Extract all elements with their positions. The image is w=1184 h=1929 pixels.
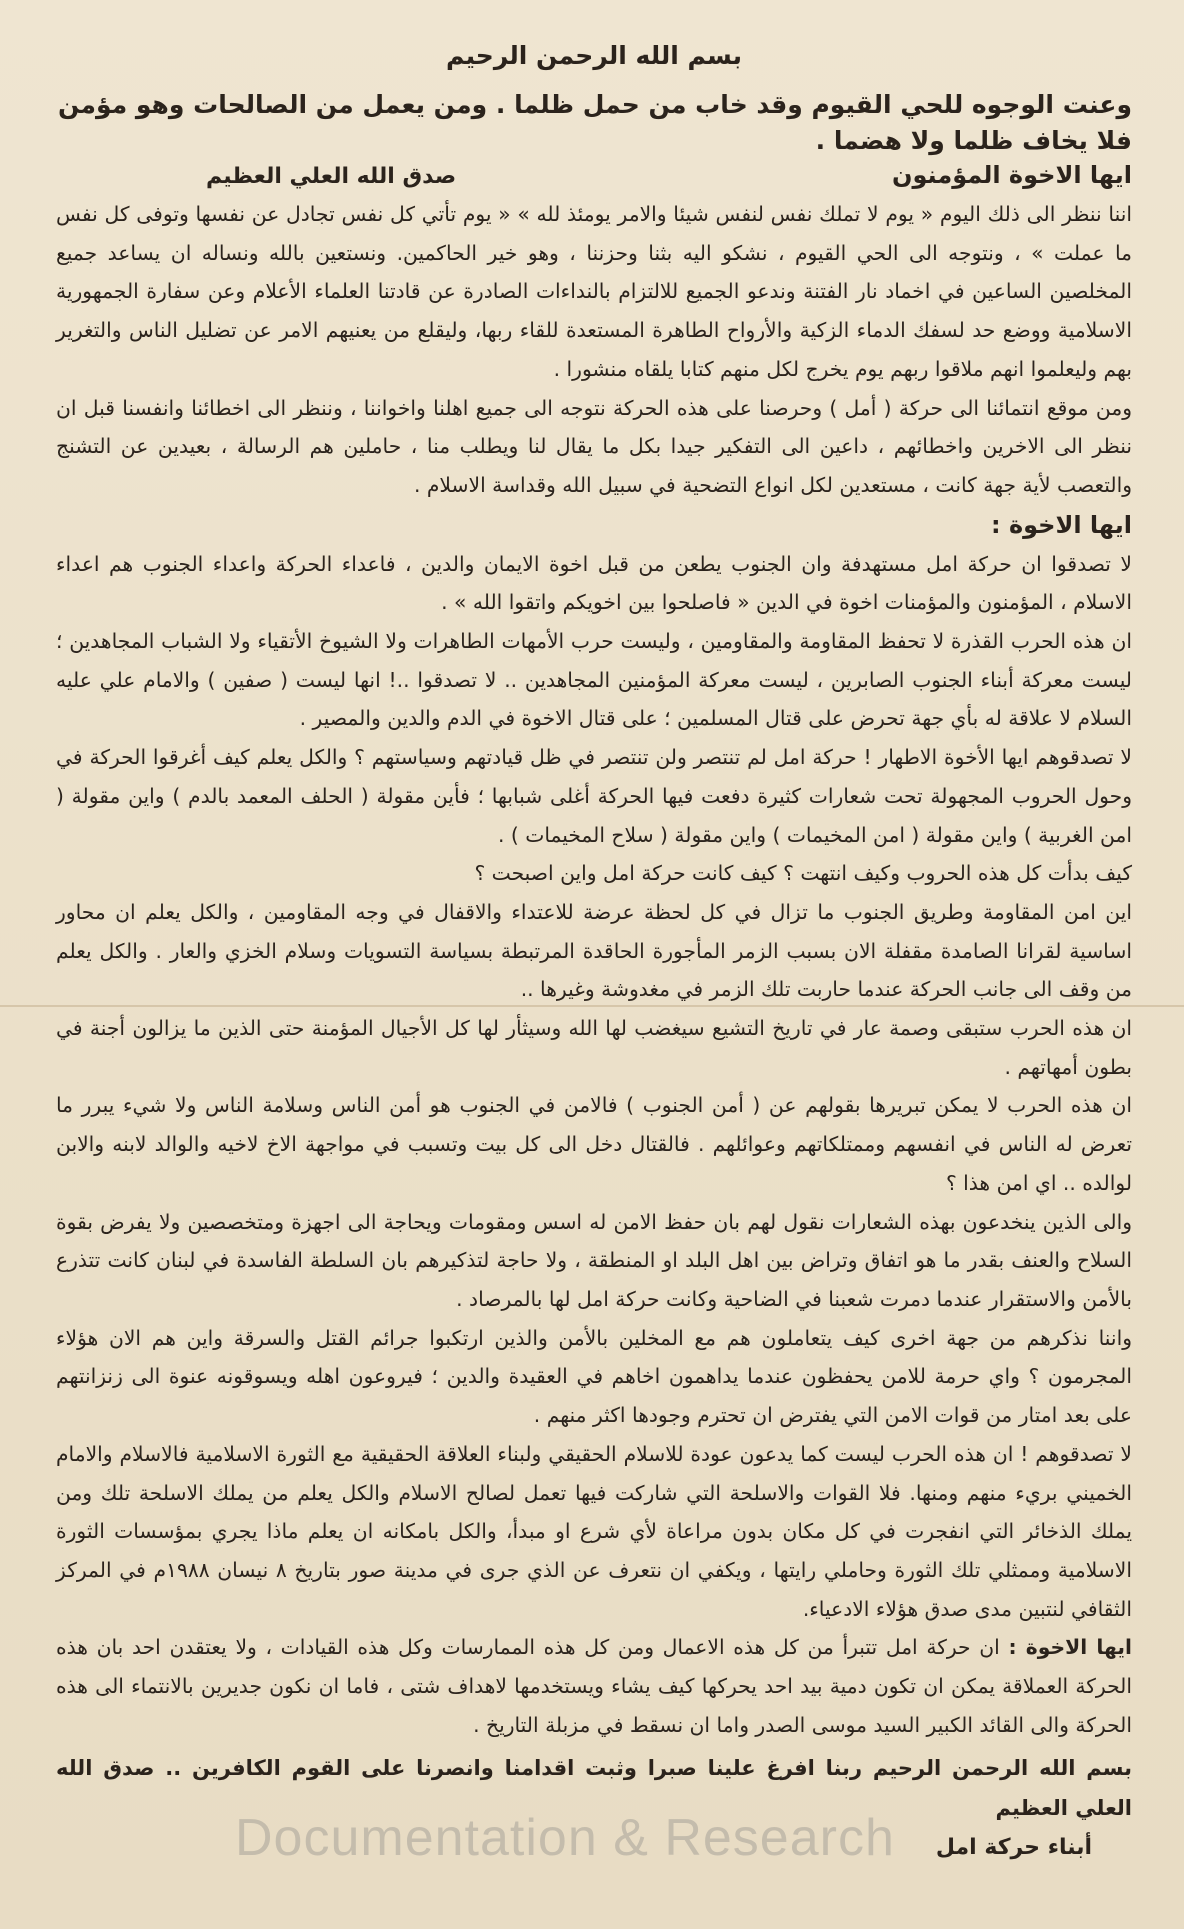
paragraph: واننا نذكرهم من جهة اخرى كيف يتعاملون هم مع المخلين بالأمن والذين ارتكبوا جرائم القتل والسرقة واين هم الان هؤلاء المجرمون ؟ واي حرمة للامن يحفظون عندما يداهمون اخاهم في العقيدة والدين ؛ فيروعون اهله ويسوقونه عنوة الى زنزانتهم على بعد امتار من قوات الامن التي يفترض ان تحترم وجودها اكثر منهم . — [56, 1325, 1132, 1428]
paragraph: ان هذه الحرب لا يمكن تبريرها بقولهم عن ( أمن الجنوب ) فالامن في الجنوب هو أمن الناس وسلامة الناس ولا شيء يبرر ما تعرض له الناس في انفسهم وممتلكاتهم وعوائلهم . فالقتال دخل الى كل بيت وتسبب في مواجهة الاخ لاخيه والوالد لابنه والابن لوالده .. اي امن هذا ؟ — [56, 1093, 1132, 1195]
greeting-row — [56, 161, 1132, 189]
paragraph: ومن موقع انتمائنا الى حركة ( أمل ) وحرصنا على هذه الحركة نتوجه الى جميع اهلنا واخواننا ، وننظر الى اخطائنا وانفسنا قبل ان ننظر الى الاخرين واخطائهم ، داعين الى التفكير جيدا بكل ما يقال لنا ويطلب منا ، حاملين هم الرسالة ، بعيدين عن التشنج والتعصب لأية جهة كانت ، مستعدين لكل انواع التضحية في سبيل الله وقداسة الاسلام . — [56, 395, 1132, 497]
signature: أبناء حركة امل — [935, 1835, 1092, 1861]
paragraph: لا تصدقوا ان حركة امل مستهدفة وان الجنوب يطعن من قبل اخوة الايمان والدين ، فاعداء الحركة واعداء الجنوب هم اعداء الاسلام ، المؤمنون والمؤمنات اخوة في الدين « فاصلحوا بين اخويكم واتقوا الله » . — [56, 551, 1132, 615]
opening-verse: وعنت الوجوه للحي القيوم وقد خاب من حمل ظلما . ومن يعمل من الصالحات وهو مؤمن فلا يخاف ظلما ولا هضما . — [58, 89, 1132, 155]
paragraph: والى الذين ينخدعون بهذه الشعارات نقول لهم بان حفظ الامن له اسس ومقومات ويحاجة الى اجهزة ومتخصصين ولا يفرض بقوة السلاح والعنف بقدر ما هو اتفاق وتراض بين اهل البلد او المنطقة ، ولا حاجة لتذكيرهم بان السلطة الفاسدة في لبنان كانت تتذرع بالأمن والاستقرار عندما دمرت شعبنا في الضاحية وكانت حركة امل لها بالمرصاد . — [56, 1209, 1132, 1311]
sadaq-line: صدق الله العلي العظيم — [206, 164, 457, 189]
leaflet-text — [56, 40, 1132, 1868]
paragraph: لا تصدقوهم ايها الأخوة الاطهار ! حركة امل لم تنتصر ولن تنتصر في ظل قيادتهم وسياستهم ؟ والكل يعلم كيف أغرقوا الحركة في وحول الحروب المجهولة تحت شعارات كثيرة دفعت فيها الحركة أغلى شبابها ؛ فأين مقولة ( الحلف المعمد بالدم ) واين مقولة ( امن الغربية ) واين مقولة ( امن المخيمات ) واين مقولة ( سلاح المخيمات ) . — [56, 745, 1132, 847]
paragraph: كيف بدأت كل هذه الحروب وكيف انتهت ؟ كيف كانت حركة امل واين اصبحت ؟ — [474, 861, 1132, 886]
section-heading: ايها الاخوة : — [990, 510, 1132, 539]
paragraph: اين امن المقاومة وطريق الجنوب ما تزال في كل لحظة عرضة للاعتداء والاقفال في وجه المقاومين ، والكل يعلم ان محاور اساسية لقرانا الصامدة مقفلة الان بسبب الزمر المأجورة الحاقدة المرتبطة بسياسة التسويات وسلام الخزي والعار . والكل يعلم من وقف الى جانب الحركة عندما حاربت تلك الزمر في مغدوشة وغيرها .. — [56, 899, 1132, 1002]
basmala: بسم الله الرحمن الرحيم — [446, 41, 742, 70]
paragraph: اننا ننظر الى ذلك اليوم « يوم لا تملك نفس لنفس شيئا والامر يومئذ لله » « يوم تأتي كل نفس تجادل عن نفسها وتوفى كل نفس ما عملت » ، ونتوجه الى الحي القيوم ، نشكو اليه بثنا وحزننا ، وهو خير الحاكمين. ونستعين بالله ونساله ان يساعد جميع المخلصين الساعين في اخماد نار الفتنة وندعو الجميع للالتزام بالنداءات الصادرة عن قادتنا العلماء الأعلام وعن سفارة الجمهورية الاسلامية ووضع حد لسفك الدماء الزكية والأرواح الطاهرة المستعدة للقاء ربها، وليقلع من يعنيهم الامر عن تضليل الناس والتغرير بهم وليعلموا انهم ملاقوا ربهم يوم يخرج لكل منهم كتابا يلقاه منشورا . — [56, 202, 1132, 381]
paragraph: لا تصدقوهم ! ان هذه الحرب ليست كما يدعون عودة للاسلام الحقيقي ولبناء العلاقة الحقيقية مع الثورة الاسلامية فالاسلام والامام الخميني بريء منهم ومنها. فلا القوات والاسلحة التي شاركت فيها تعمل لصالح الاسلام والكل يعلم من يملك الاسلحة تلك ومن يملك الذخائر التي انفجرت في كل مكان بدون مراعاة لأي شرع او مبدأ، والكل بامكانه ان يعلم ماذا يجري بمؤسسات الثورة الاسلامية وممثلي تلك الثورة وحاملي رايتها ، ويكفي ان نتعرف عن الذي جرى في مدينة صور بتاريخ ٨ نيسان ١٩٨٨م في المركز الثقافي لنتبين مدى صدق هؤلاء الادعياء. — [56, 1441, 1132, 1621]
archive-watermark: Documentation & Research — [235, 1809, 895, 1867]
section-heading: ايها الاخوة : — [1008, 1635, 1133, 1660]
paragraph: ان هذه الحرب ستبقى وصمة عار في تاريخ التشيع سيغضب لها الله وسيثأر لها كل الأجيال المؤمنة حتى الذين ما يزالون أجنة في بطون أمهاتهم . — [56, 1016, 1132, 1079]
paragraph: ان هذه الحرب القذرة لا تحفظ المقاومة والمقاومين ، وليست حرب الأمهات الطاهرات ولا الشيوخ الأتقياء ولا الشباب المجاهدين ؛ ليست معركة أبناء الجنوب الصابرين ، ليست معركة المؤمنين المجاهدين .. لا تصدقوا ..! انها ليست ( صفين ) والامام علي عليه السلام لا علاقة له بأي جهة تحرض على قتال المسلمين ؛ على قتال الاخوة في الدم والدين والمصير . — [56, 629, 1132, 731]
closing-verse: بسم الله الرحمن الرحيم ربنا افرغ علينا صبرا وثبت اقدامنا وانصرنا على القوم الكافرين .. صدق الله العلي العظيم — [56, 1756, 1132, 1821]
paper-fold-line — [0, 1005, 1184, 1007]
greeting: ايها الاخوة المؤمنون — [892, 161, 1132, 189]
final-paragraph-text: ان حركة امل تتبرأ من كل هذه الاعمال ومن كل هذه الممارسات وكل هذه القيادات ، ولا يعتقدن احد بان هذه الحركة العملاقة يمكن ان تكون دمية بيد احد يحركها كيف يشاء ويستخدمها لاهداف شتى ، فاما ان نكون جديرين بالانتماء الى هذه الحركة والى القائد الكبير السيد موسى الصدر واما ان نسقط في مزبلة التاريخ . — [56, 1635, 1132, 1737]
final-paragraph — [56, 1628, 1132, 1744]
